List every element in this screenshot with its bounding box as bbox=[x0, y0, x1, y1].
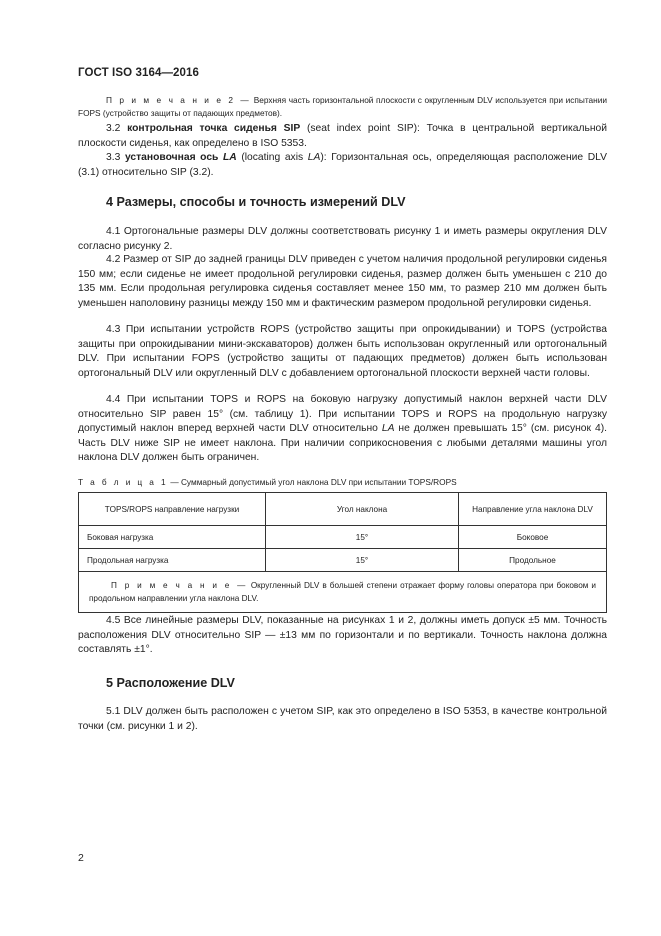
header-cell: TOPS/ROPS направление нагрузки bbox=[79, 493, 266, 526]
definition: (locating axis bbox=[236, 152, 308, 163]
note-2-label: П р и м е ч а н и е 2 — bbox=[106, 95, 252, 105]
paragraph-4-3 bbox=[78, 323, 607, 381]
table-note-label: П р и м е ч а н и е — bbox=[111, 580, 248, 590]
table-cell: Продольное bbox=[459, 549, 607, 572]
header-cell: Направление угла наклона DLV bbox=[459, 493, 607, 526]
table-note-text: Округленный DLV в большей степени отражает форму головы оператора при боковом и продольном направлении угла наклона DLV. bbox=[89, 580, 596, 603]
table-1-caption bbox=[78, 476, 607, 489]
paragraph-4-5-text: 4.5 Все линейные размеры DLV, показанные на рисунках 1 и 2, должны иметь допуск ±5 мм. Точность расположения DLV относительно SIP — ±13 мм по горизонтали и по вертикали. Точность наклона должна составлять ±1°. bbox=[78, 615, 607, 656]
term: контрольная точка сиденья SIP bbox=[127, 123, 301, 134]
paragraph-3-2 bbox=[78, 122, 607, 151]
paragraph-4-4-text-b: не должен превышать 15° (см. рисунок 4). Часть DLV ниже SIP не имеет наклона. При наличии соприкосновения с любыми деталями машины угол наклона DLV должен быть ограничен. bbox=[78, 423, 608, 464]
paragraph-4-1-text: 4.1 Ортогональные размеры DLV должны соответствовать рисунку 1 и иметь размеры округления DLV согласно рисунку 2. bbox=[78, 226, 607, 252]
paragraph-4-1 bbox=[78, 225, 607, 254]
table-caption-label: Т а б л и ц а 1 bbox=[78, 477, 169, 487]
paragraph-4-4 bbox=[78, 393, 607, 466]
header-cell: Угол наклона bbox=[266, 493, 459, 526]
note-2-text: Верхняя часть горизонтальной плоскости с округленным DLV используется при испытании FOPS (устройство защиты от падающих предметов). bbox=[78, 95, 607, 119]
table-note bbox=[79, 572, 607, 613]
table-note-row bbox=[79, 572, 607, 613]
paragraph-4-5 bbox=[78, 614, 607, 658]
table-1 bbox=[78, 492, 607, 613]
note-2 bbox=[78, 94, 607, 121]
paragraph-4-4-text-a: 4.4 При испытании TOPS и ROPS на боковую нагрузку допустимый наклон верхней части DLV относительно SIP равен 15° (см. таблицу 1). При испытании TOPS и ROPS на продольную нагрузку допустимый наклон вперед верхней части DLV относительно bbox=[78, 394, 607, 435]
document-header: ГОСТ ISO 3164—2016 bbox=[78, 67, 200, 79]
paragraph-4-2 bbox=[78, 253, 607, 311]
table-row bbox=[79, 526, 607, 549]
paragraph-3-3 bbox=[78, 151, 607, 180]
definition: (seat index point SIP): Точка в центральной вертикальной плоскости сиденья, как определено в ISO 5353. bbox=[78, 123, 607, 149]
table-cell: Боковое bbox=[459, 526, 607, 549]
table-cell: Боковая нагрузка bbox=[79, 526, 266, 549]
symbol-la: LA bbox=[381, 423, 395, 435]
table-cell: 15° bbox=[266, 526, 459, 549]
table-row bbox=[79, 549, 607, 572]
paragraph-5-1 bbox=[78, 705, 607, 734]
term-symbol: LA bbox=[222, 152, 237, 163]
page-number: 2 bbox=[78, 852, 84, 864]
table-caption-text: — Суммарный допустимый угол наклона DLV при испытании TOPS/ROPS bbox=[168, 477, 457, 487]
term: установочная ось bbox=[124, 152, 223, 163]
section-5-heading: 5 Расположение DLV bbox=[106, 676, 235, 690]
clause-number: 3.3 bbox=[106, 152, 121, 163]
table-cell: Продольная нагрузка bbox=[79, 549, 266, 572]
section-4-heading: 4 Размеры, способы и точность измерений DLV bbox=[106, 195, 406, 209]
definition-rest: ): Горизонтальная ось, определяющая расположение DLV (3.1) относительно SIP (3.2). bbox=[78, 152, 607, 178]
clause-number: 3.2 bbox=[106, 123, 121, 134]
paragraph-4-2-text: 4.2 Размер от SIP до задней границы DLV приведен с учетом наличия продольной регулировки сиденья 150 мм; если сиденье не имеет продольной регулировки сиденья, размер должен быть уменьшен с 210 до 135 мм. Если продольная регулировка сиденья составляет менее 150 мм, то размер 210 мм должен быть уменьшен наполовину разницы между 150 мм и фактическим размером продольной регулировки сиденья. bbox=[78, 254, 607, 309]
table-cell: 15° bbox=[266, 549, 459, 572]
paragraph-5-1-text: 5.1 DLV должен быть расположен с учетом SIP, как это определено в ISO 5353, в качестве контрольной точки (см. рисунки 1 и 2). bbox=[78, 706, 607, 732]
table-header-row bbox=[79, 493, 607, 526]
paragraph-4-3-text: 4.3 При испытании устройств ROPS (устройство защиты при опрокидывании) и TOPS (устройства защиты при опрокидывании мини-экскаваторов) должен быть использован округленный или ортогональный DLV. При испытании FOPS (устройство защиты от падающих предметов) должен быть использован ортогональный DLV или округленный DLV с добавлением ортогональной плоскости верхней части головы. bbox=[78, 324, 607, 379]
symbol: LA bbox=[307, 152, 321, 163]
